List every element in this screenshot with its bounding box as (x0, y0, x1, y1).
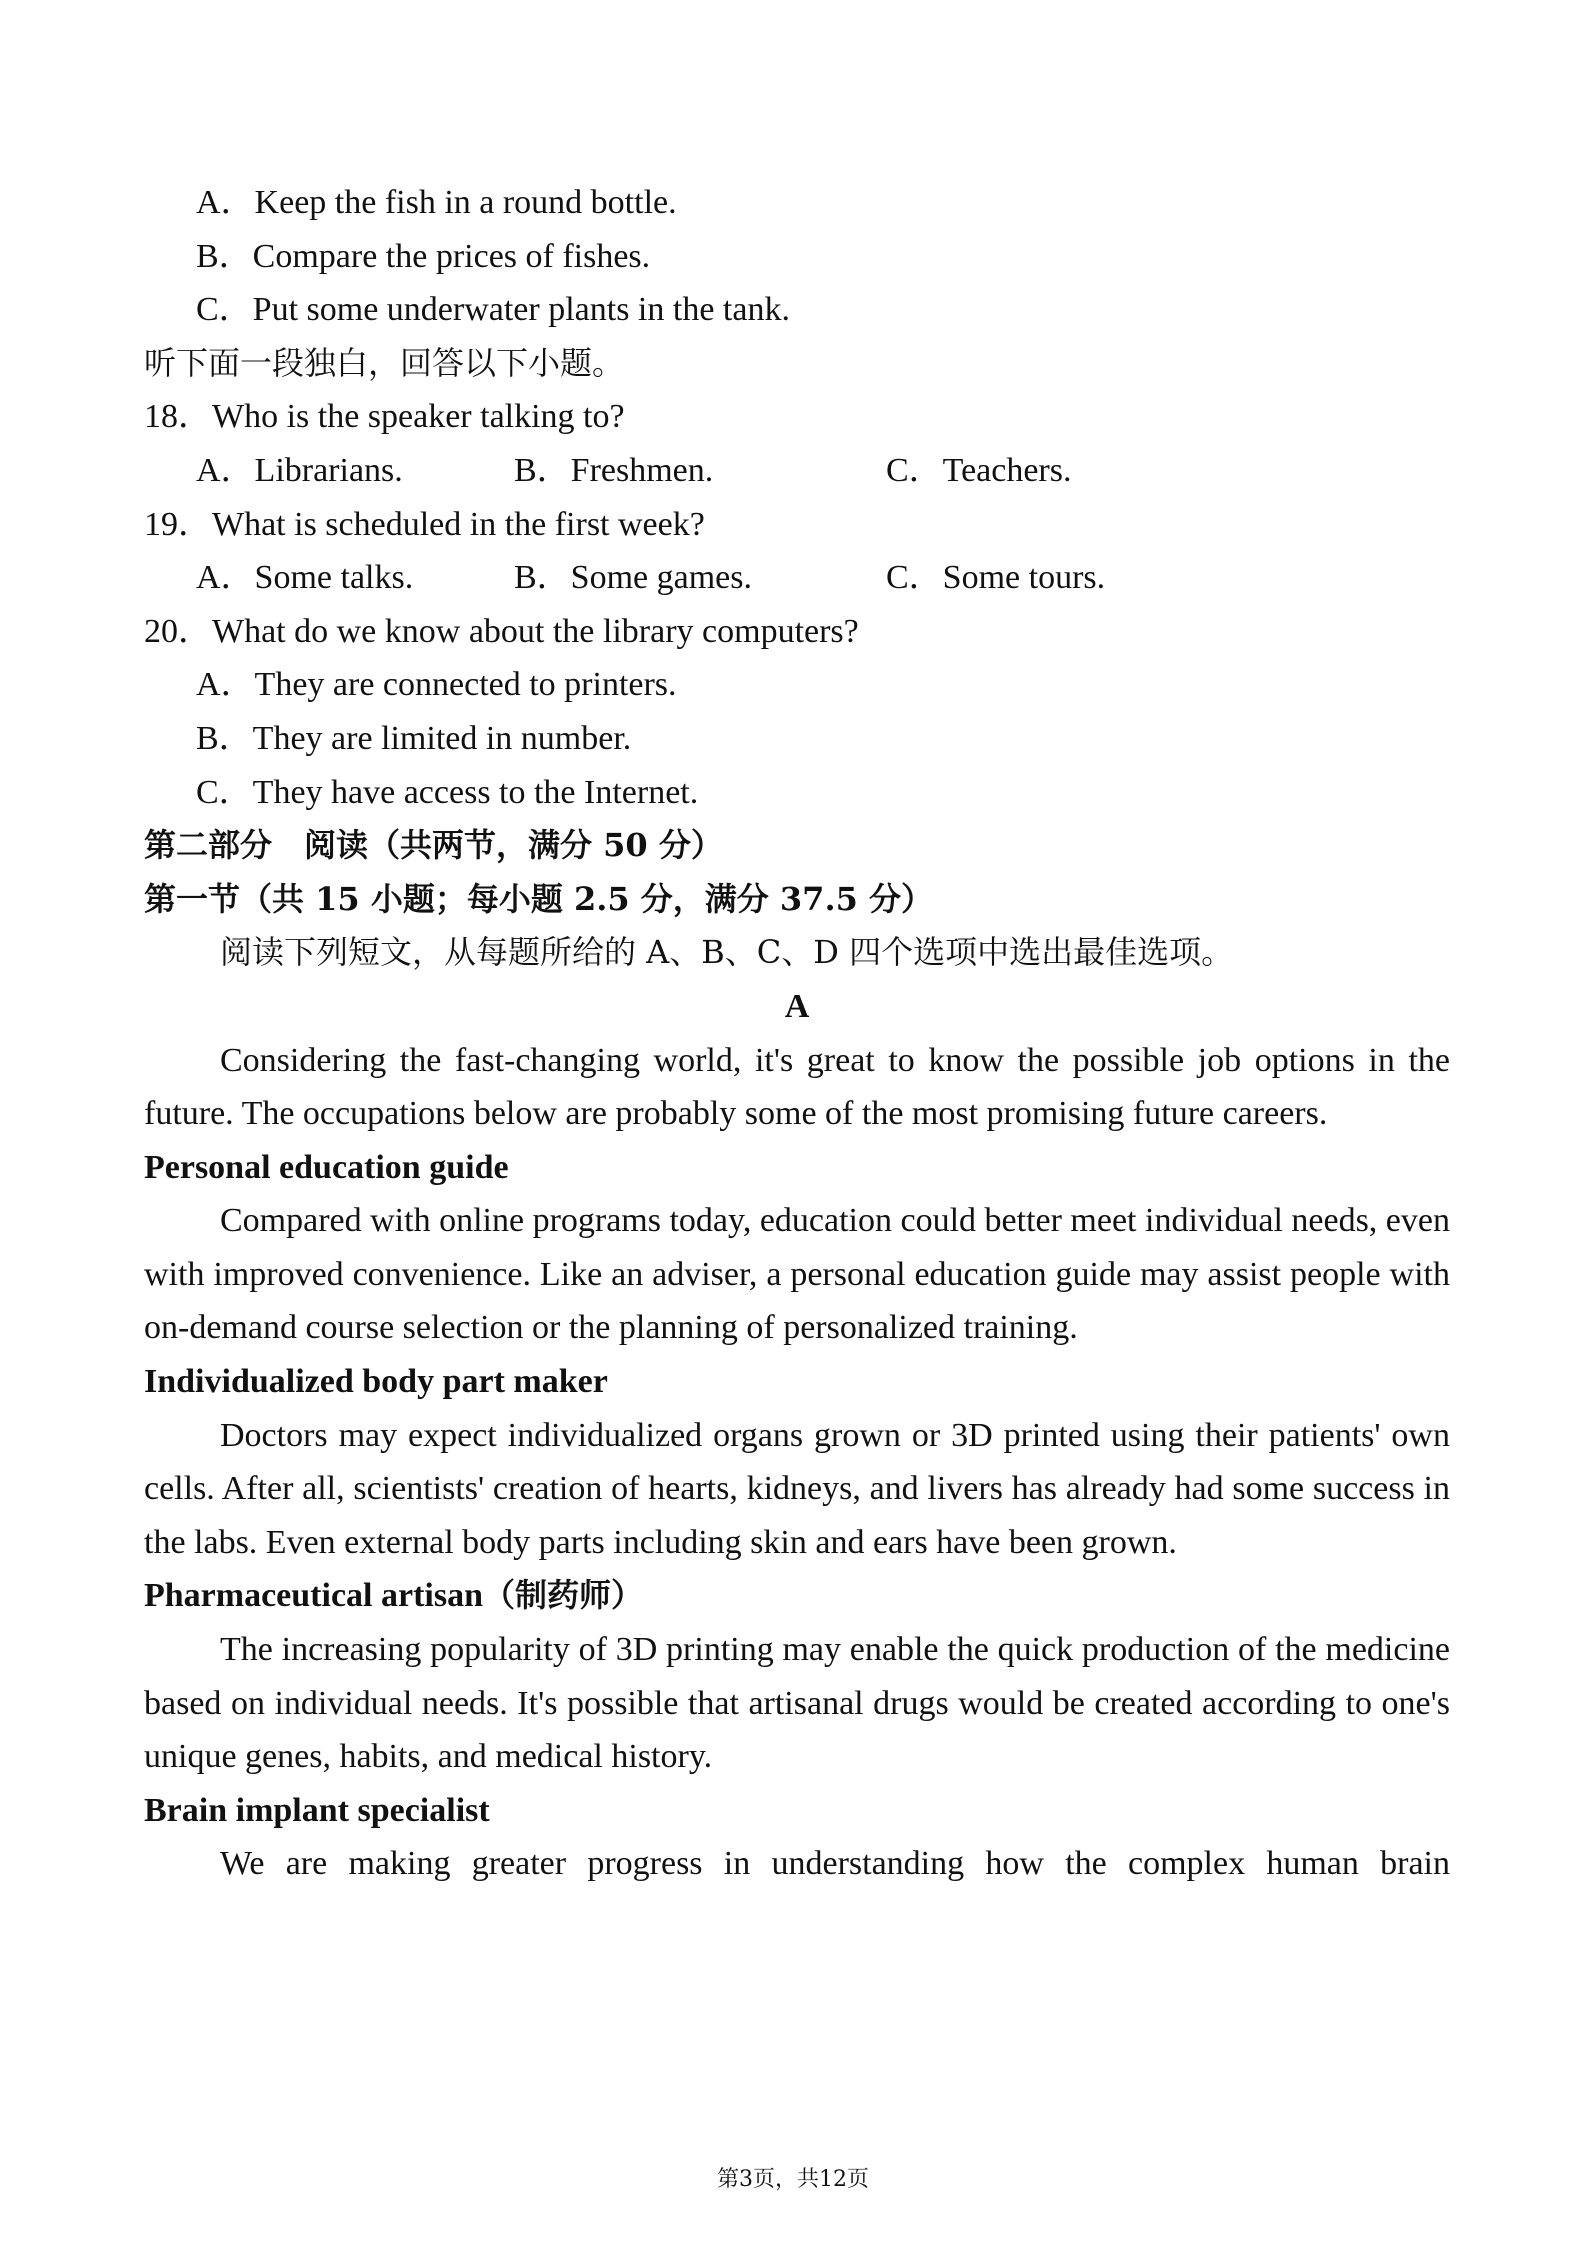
job-title-pharmaceutical-artisan-en: Pharmaceutical artisan (144, 1577, 483, 1615)
q18-options (144, 444, 1450, 498)
q19-option-b: B．Some games. (514, 559, 752, 597)
exam-page (144, 176, 1450, 1891)
job-title-education-guide: Personal education guide (144, 1148, 509, 1186)
job-text-body-part-maker: Doctors may expect individualized organs grown or 3D printed using their patients' own cells. After all, scientists' creation of hearts, kidneys, and livers has already had some success in the labs. Even external body parts including skin and ears have been grown. (144, 1416, 1450, 1561)
page-footer: 第3页，共12页 (717, 2167, 869, 2192)
job-title-body-part-maker: Individualized body part maker (144, 1363, 608, 1401)
job-text-brain-implant-specialist: We are making greater progress in understanding how the complex human brain (220, 1845, 1450, 1883)
q18-option-c: C．Teachers. (886, 451, 1072, 489)
q19-option-c: C．Some tours. (886, 559, 1106, 597)
q18-option-a: A．Librarians. (196, 451, 403, 489)
q19-option-a: A．Some talks. (196, 559, 414, 597)
q19-options (144, 551, 1450, 605)
q19-stem: 19．What is scheduled in the first week? (144, 505, 705, 543)
passage-intro: Considering the fast-changing world, it's great to know the possible job options in the future. The occupations below are probably some of the most promising future careers. (144, 1041, 1450, 1133)
q20-option-c: C．They have access to the Internet. (196, 773, 699, 811)
monologue-instruction: 听下面一段独白，回答以下小题。 (144, 343, 625, 382)
q20-option-b: B．They are limited in number. (196, 719, 632, 757)
job-title-pharmaceutical-artisan-cn: （制药师） (483, 1576, 644, 1615)
q20-stem: 20．What do we know about the library computers? (144, 612, 859, 650)
passage-label: A (784, 987, 810, 1025)
section1-heading: 第一节（共 15 小题；每小题 2.5 分，满分 37.5 分） (144, 879, 933, 918)
q17-option-b: B．Compare the prices of fishes. (196, 237, 651, 275)
job-title-brain-implant-specialist: Brain implant specialist (144, 1791, 490, 1829)
job-title-pharmaceutical-artisan (144, 1569, 1450, 1623)
part2-heading: 第二部分 阅读（共两节，满分 50 分） (144, 826, 723, 865)
q17-option-c: C．Put some underwater plants in the tank. (196, 291, 790, 329)
job-text-education-guide: Compared with online programs today, education could better meet individual needs, even with improved convenience. Like an adviser, a personal education guide may assist people with on-demand course selection or the planning of personalized training. (144, 1202, 1450, 1347)
q18-option-b: B．Freshmen. (514, 451, 714, 489)
job-text-pharmaceutical-artisan: The increasing popularity of 3D printing may enable the quick production of the medicine based on individual needs. It's possible that artisanal drugs would be created according to one's unique genes, habits, and medical history. (144, 1631, 1450, 1776)
q18-stem: 18．Who is the speaker talking to? (144, 398, 625, 436)
q17-option-a: A．Keep the fish in a round bottle. (196, 184, 677, 221)
q20-option-a: A．They are connected to printers. (196, 666, 677, 704)
reading-instruction: 阅读下列短文，从每题所给的 A、B、C、D 四个选项中选出最佳选项。 (220, 933, 1234, 972)
